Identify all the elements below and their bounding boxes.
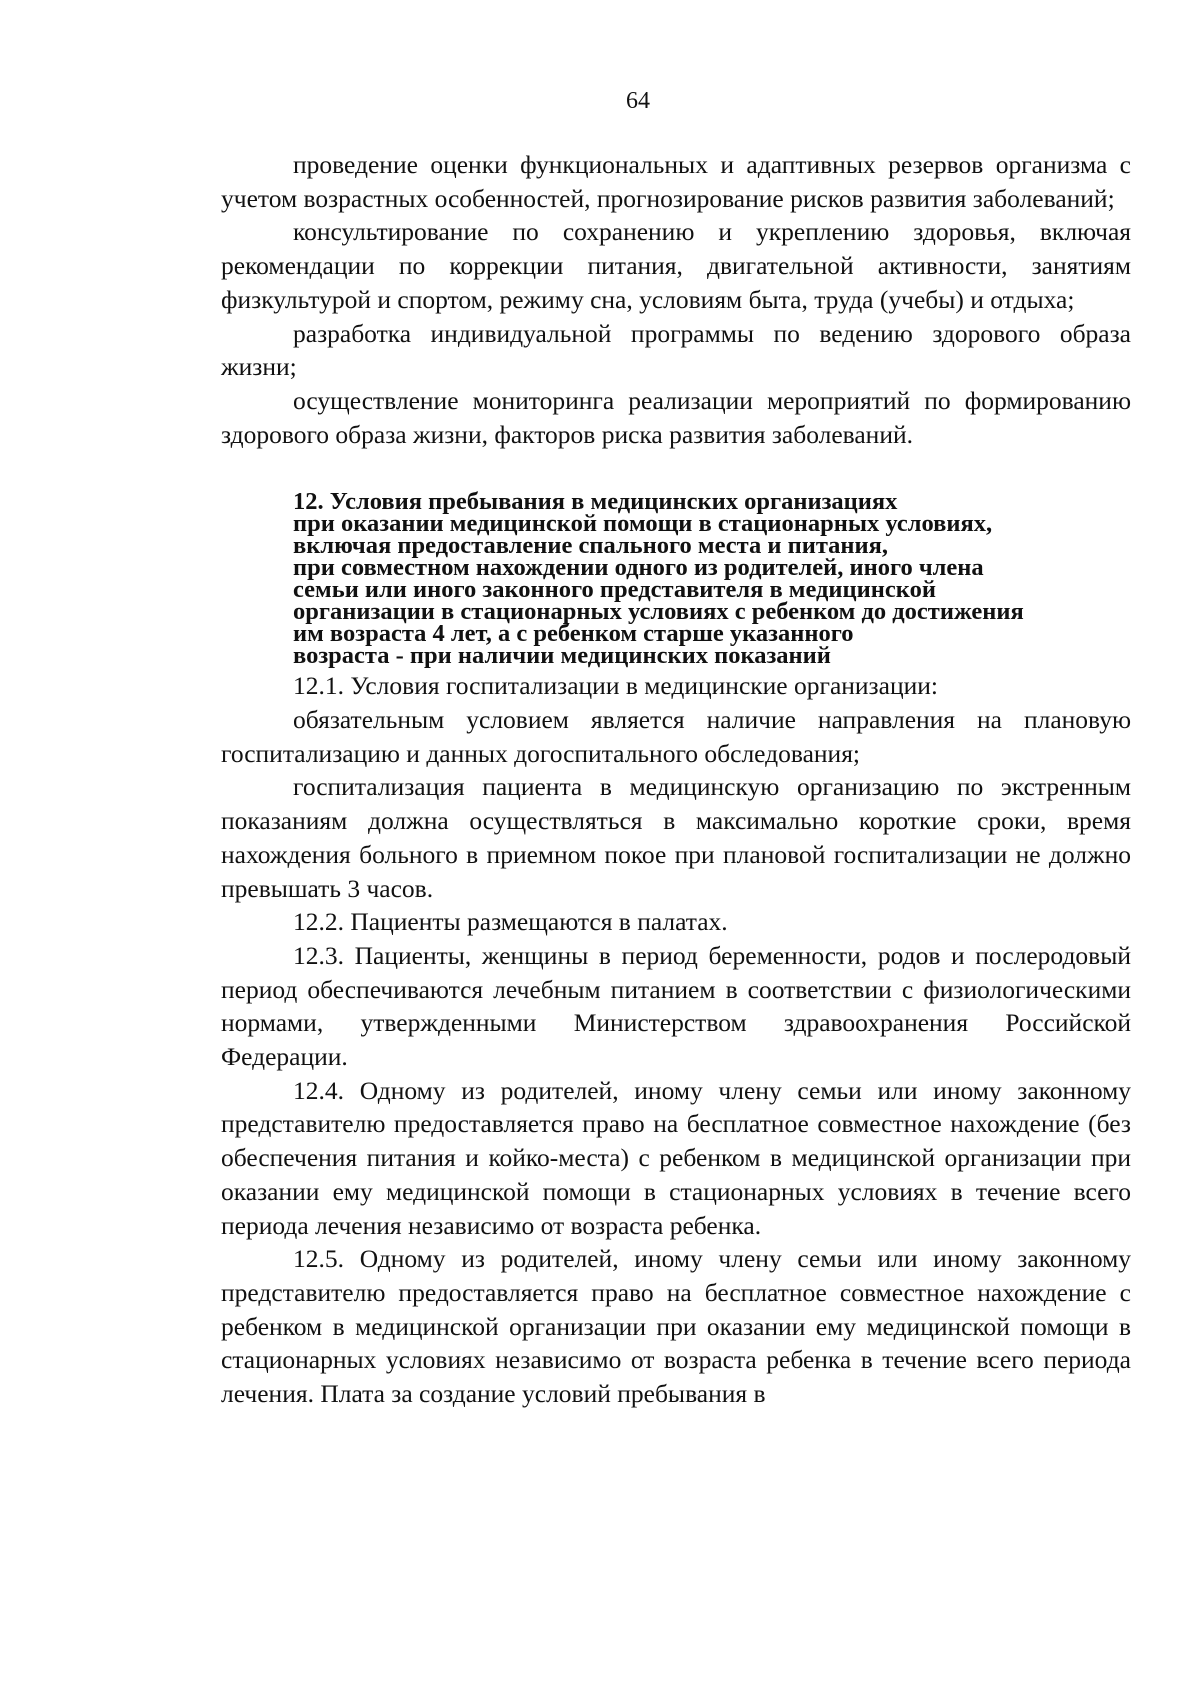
document-body [221, 148, 1131, 1411]
paragraph: 12.4. Одному из родителей, иному члену семьи или иному законному представителю предоставляется право на бесплатное совместное нахождение (без обеспечения питания и койко-места) с ребенком в медицинской организации при оказании ему медицинской помощи в стационарных условиях в течение всего периода лечения независимо от возраста ребенка. [221, 1075, 1131, 1240]
paragraph: госпитализация пациента в медицинскую организацию по экстренным показаниям должна осуществляться в максимально короткие сроки, время нахождения больного в приемном покое при плановой госпитализации не должно превышать 3 часов. [221, 772, 1131, 903]
heading-line: возраста - при наличии медицинских показаний [293, 642, 831, 670]
paragraph: консультирование по сохранению и укреплению здоровья, включая рекомендации по коррекции питания, двигательной активности, занятиям физкультурой и спортом, режиму сна, условиям быта, труда (учебы) и отдыха; [221, 217, 1131, 314]
heading-line: при оказании медицинской помощи в стационарных условиях, [293, 510, 993, 538]
paragraph: 12.2. Пациенты размещаются в палатах. [293, 907, 728, 937]
heading-line: семьи или иного законного представителя в медицинской [293, 576, 936, 604]
page-number: 64 [626, 88, 650, 114]
paragraph: разработка индивидуальной программы по ведению здорового образа жизни; [221, 318, 1131, 382]
heading-line: им возраста 4 лет, а с ребенком старше указанного [293, 620, 854, 648]
section-heading [221, 488, 1131, 670]
paragraph: 12.1. Условия госпитализации в медицинские организации: [293, 671, 938, 701]
paragraph: проведение оценки функциональных и адаптивных резервов организма с учетом возрастных особенностей, прогнозирование рисков развития заболеваний; [221, 150, 1131, 213]
paragraph: обязательным условием является наличие направления на плановую госпитализацию и данных догоспитального обследования; [221, 705, 1131, 768]
heading-line: при совместном нахождении одного из родителей, иного члена [293, 554, 984, 582]
heading-line: включая предоставление спального места и питания, [293, 532, 889, 560]
paragraph: осуществление мониторинга реализации мероприятий по формированию здорового образа жизни, факторов риска развития заболеваний. [221, 385, 1131, 449]
paragraph: 12.5. Одному из родителей, иному члену семьи или иному законному представителю предоставляется право на бесплатное совместное нахождение с ребенком в медицинской организации при оказании ему медицинской помощи в стационарных условиях независимо от возраста ребенка в течение всего периода лечения. Плата за создание условий пребывания в [221, 1244, 1131, 1409]
heading-line: организации в стационарных условиях с ребенком до достижения [293, 598, 1024, 626]
paragraph: 12.3. Пациенты, женщины в период беременности, родов и послеродовый период обеспечиваются лечебным питанием в соответствии с физиологическими нормами, утвержденными Министерством здравоохранения Российской Федерации. [221, 940, 1131, 1072]
heading-line: 12. Условия пребывания в медицинских организациях [293, 488, 898, 516]
